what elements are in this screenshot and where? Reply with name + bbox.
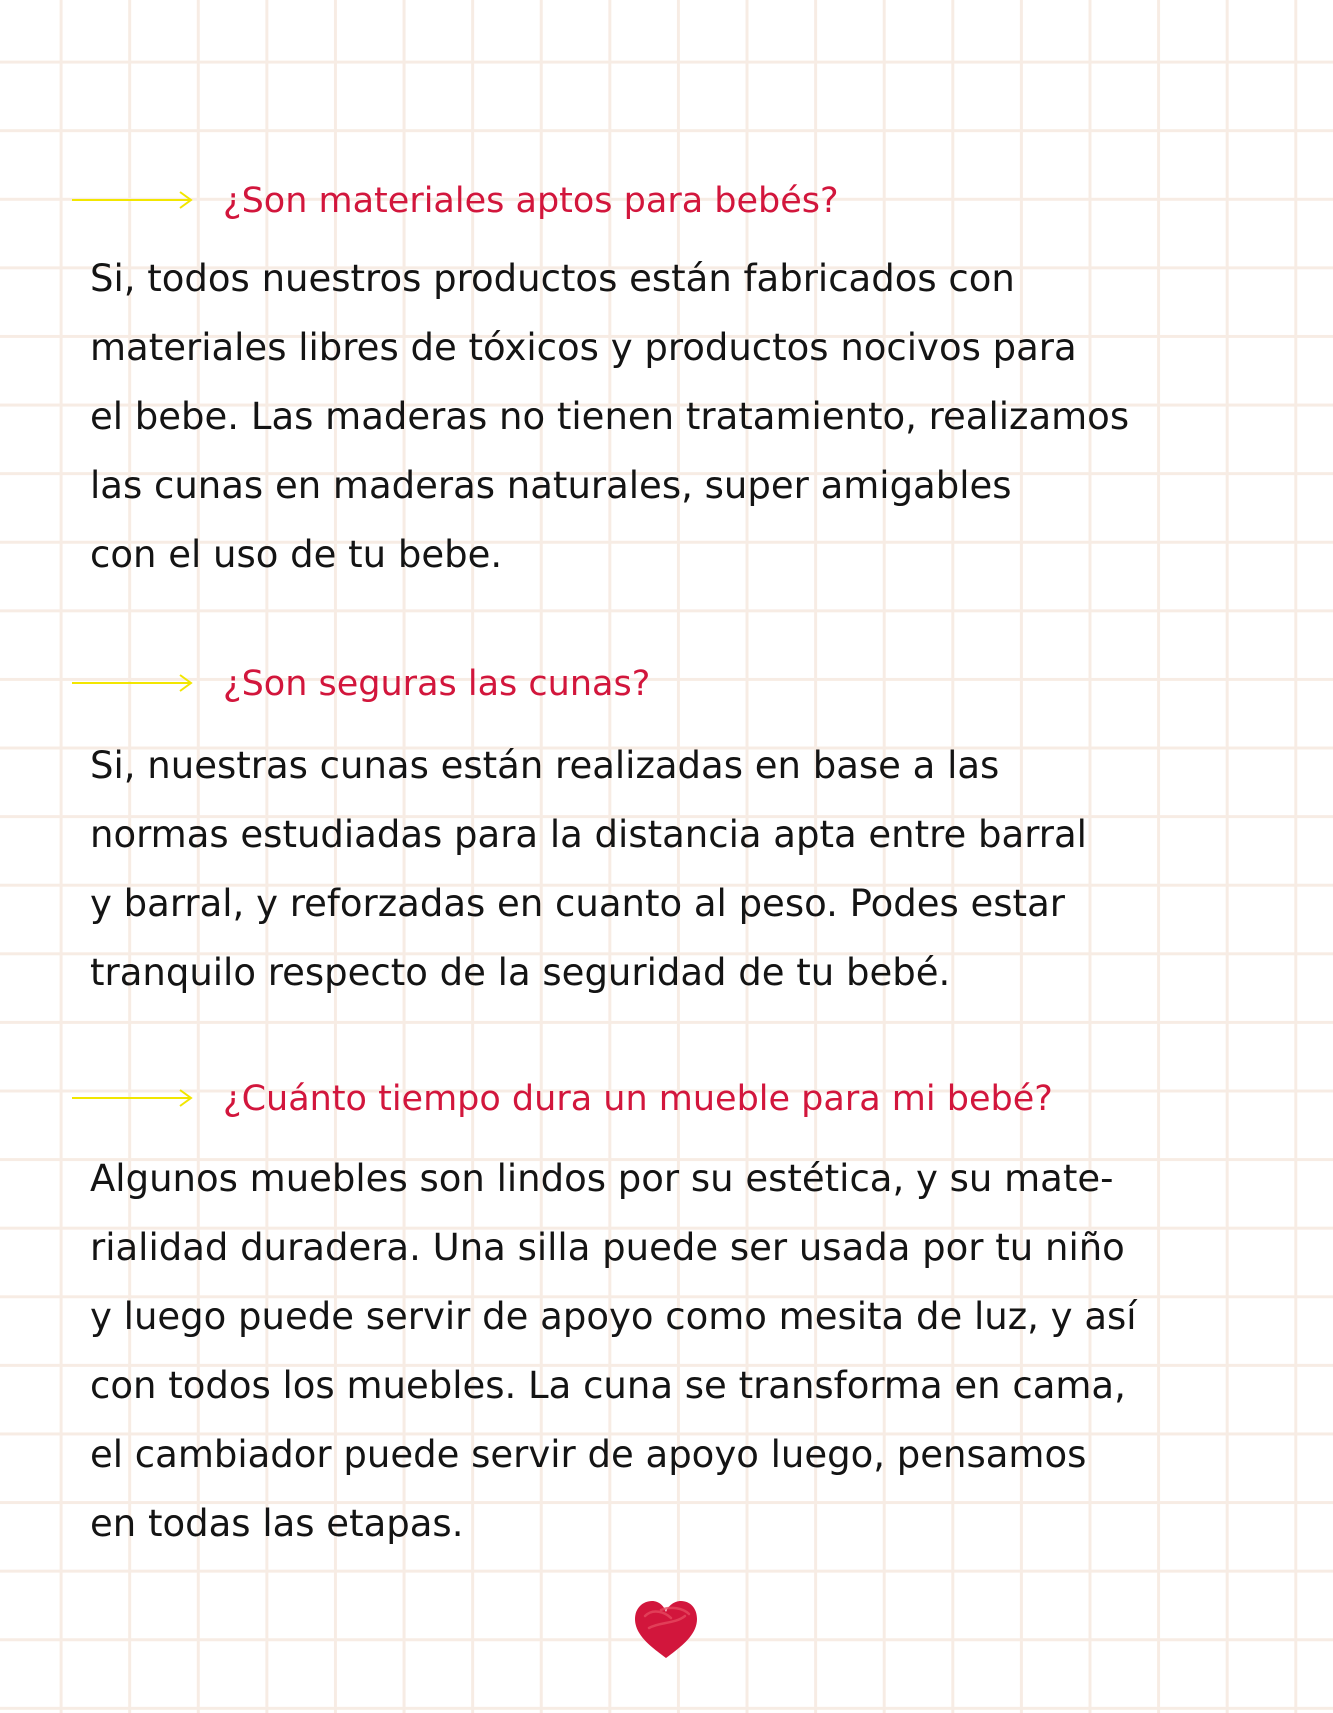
faq-answer-line: Si, nuestras cunas están realizadas en base a las [90, 744, 1000, 787]
faq-answer-line: tranquilo respecto de la seguridad de tu bebé. [90, 951, 951, 994]
faq-question-row [0, 176, 1333, 226]
faq-answer-line: Algunos muebles son lindos por su estética, y su mate- [90, 1157, 1114, 1200]
faq-answer [90, 1144, 1270, 1558]
faq-answer-line: Si, todos nuestros productos están fabricados con [90, 257, 1015, 300]
arrow-right-icon [72, 1088, 194, 1108]
arrow-right-icon [72, 673, 194, 693]
faq-answer-line: normas estudiadas para la distancia apta entre barral [90, 813, 1087, 856]
faq-answer-line: con todos los muebles. La cuna se transforma en cama, [90, 1364, 1126, 1407]
faq-answer-line: el cambiador puede servir de apoyo luego, pensamos [90, 1433, 1087, 1476]
faq-answer [90, 731, 1270, 1007]
faq-answer-line: con el uso de tu bebe. [90, 533, 503, 576]
faq-question-row [0, 659, 1333, 709]
faq-answer-line: las cunas en maderas naturales, super amigables [90, 464, 1012, 507]
faq-question: ¿Cuánto tiempo dura un mueble para mi bebé? [223, 1079, 1053, 1119]
heart-icon [631, 1598, 701, 1662]
faq-question: ¿Son materiales aptos para bebés? [223, 181, 839, 221]
faq-answer-line: materiales libres de tóxicos y productos nocivos para [90, 326, 1077, 369]
faq-question: ¿Son seguras las cunas? [223, 664, 651, 704]
arrow-right-icon [72, 190, 194, 210]
faq-question-row [0, 1074, 1333, 1124]
faq-answer [90, 244, 1270, 589]
faq-answer-line: en todas las etapas. [90, 1502, 464, 1545]
faq-answer-line: y luego puede servir de apoyo como mesita de luz, y así [90, 1295, 1137, 1338]
faq-answer-line: rialidad duradera. Una silla puede ser usada por tu niño [90, 1226, 1125, 1269]
faq-answer-line: el bebe. Las maderas no tienen tratamiento, realizamos [90, 395, 1130, 438]
faq-answer-line: y barral, y reforzadas en cuanto al peso. Podes estar [90, 882, 1065, 925]
